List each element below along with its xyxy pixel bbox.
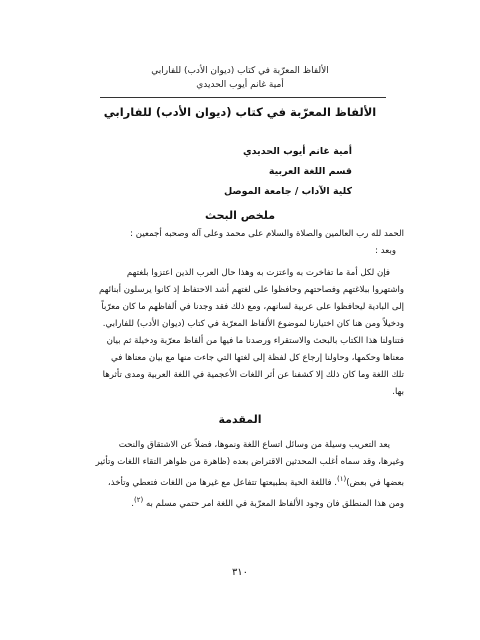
intro-line: يعد التعريب وسيلة من وسائل اتساع اللغة ونموها، فضلاً عن الاشتقاق والنحت [118, 440, 390, 450]
intro-line: ومن هذا المنطلق فان وجود الألفاظ المعرّبة في اللغة امر حتمي مسلم به $^{(٢)}$. [131, 495, 404, 509]
article-title: الألفاظ المعرّبة في كتاب (ديوان الأدب) للفارابي [103, 105, 377, 119]
running-head-author: أمية غانم أيوب الحديدي [196, 80, 284, 90]
footnote-ref: (١) [337, 475, 347, 483]
abstract-line: الحمد لله رب العالمين والصلاة والسلام على محمد وعلى آله وصحبه أجمعين : [130, 229, 404, 239]
abstract-paragraph-1 [88, 226, 404, 260]
page-number: ٣١٠ [231, 567, 249, 578]
introduction-paragraph [88, 437, 404, 513]
abstract-paragraph-2 [88, 265, 404, 401]
abstract-heading: ملخص البحث [204, 209, 276, 222]
abstract-line: وبعد : [375, 246, 396, 256]
author-block [152, 142, 352, 202]
abstract-line: معناها وحكمها، وحاولنا إرجاع كل لفظة إلى لغتها التي جاءت منها مع بيان معناها في [111, 353, 404, 363]
abstract-line: تلك اللغة وما كان ذلك إلا كشفنا عن أثر اللغات الأعجمية في اللغة العربية ومدى تأثرها [102, 370, 404, 380]
introduction-heading: المقدمة [218, 413, 262, 426]
intro-text: ومن هذا المنطلق فان وجود الألفاظ المعرّبة في اللغة امر حتمي مسلم به [145, 498, 404, 509]
abstract-line: فتناولنا هذا الكتاب بالبحث والاستقراء ورصدنا ما فيها من ألفاظ معرّبة ودخيلة ثم بيان [106, 336, 404, 346]
running-head-title: الألفاظ المعرّبة في كتاب (ديوان الأدب) للفارابي [151, 66, 329, 76]
header-rule [100, 97, 386, 98]
intro-line [88, 471, 404, 492]
author-college: كلية الآداب / جامعة الموصل [224, 186, 352, 197]
intro-text: . فاللغة الحية بطبيعتها تتفاعل مع غيرها من اللغات فتعطي وتأخذ، [107, 477, 338, 488]
author-name: أمية غانم أيوب الحديدي [242, 146, 352, 157]
intro-line: وغيرها، وقد سماه أغلب المحدثين الاقتراض بعده (ظاهرة من ظواهر التقاء اللغات وتأثير [95, 457, 404, 467]
footnote-ref: (٢) [133, 495, 144, 504]
running-head [0, 64, 480, 92]
abstract-line: ودخيلاً ومن هنا كان اختيارنا لموضوع الألفاظ المعرّبة في كتاب (ديوان الأدب) للفارابي. [102, 319, 404, 329]
abstract-line: إلى البادية ليحافظوا على عربية لسانهم، ومع ذلك فقد وجدنا في ألفاظهم ما كان معرّباً [101, 302, 404, 312]
author-department: قسم اللغة العربية [268, 166, 352, 177]
abstract-line: بها. [392, 387, 404, 397]
intro-text: بعضها في بعض) [346, 477, 404, 488]
abstract-line: فإن لكل أمة ما تفاخرت به واعتزت به وهذا حال العرب الذين اعتزوا بلغتهم [126, 268, 390, 278]
abstract-line: واشتهروا ببلاغتهم وفصاحتهم وحافظوا على لغتهم أشد الاحتفاظ إذ كانوا يرسلون أبنائهم [99, 285, 404, 295]
